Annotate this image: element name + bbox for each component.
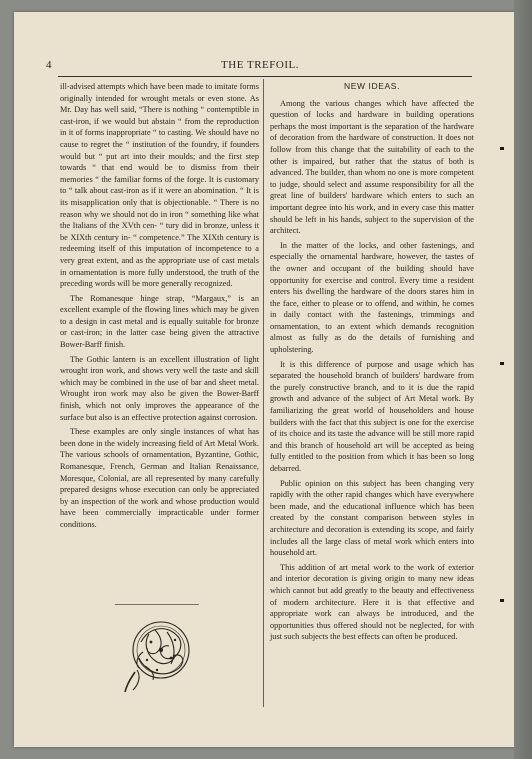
right-paragraph-3: It is this difference of purpose and usage which has separated the household branch of builders' hardware from the purely constructive branch, and to it is due the rapid growth and advance of the subject of Art Metal work. By familiarizing the great world of householders and house builders with the fact that this subject is one for the exercise of its choice and its taste the advance will be still more rapid and this branch of household art will be accepted as being fully entitled to the position from which it has been so long debarred. [270, 359, 474, 473]
ornament-illustration-icon [121, 612, 195, 696]
left-paragraph-4: These examples are only single instances of what has been done in the widely increasing field of Art Metal Work. The various schools of ornamentation, Byzantine, Gothic, Romanesque, French, German and Italian Renaissance, Moresque, Colonial, are all represented by many carefully prepared designs whose execution can only be appreciated by an inspection of the work and whose production would have been commercially impracticable under former conditions. [60, 427, 259, 529]
header-rule [58, 76, 472, 77]
left-paragraph-3: The Gothic lantern is an excellent illustration of light wrought iron work, and shows very well the taste and skill which may be combined in the use of bar and sheet metal. Wrought iron work may also be given the Bower-Barff finish, which not only improves the appearance of the surface but also is an effective protection against corrosion. [60, 354, 259, 422]
section-end-rule [115, 604, 199, 605]
left-paragraph-1: ill-advised attempts which have been made to imitate forms originally intended for wrought metals or even stone. As Mr. Day has well said, “There is nothing “ contemptible in cast-iron, if we would but abstain “ from the reproduction in it of forms inappropriate “ to casting. We should have no cause to regret the “ institution of the foundry, if founders would but “ put art into their moulds; and the first step towards “ that end would be to dismiss from their memories “ the familiar forms of the forge. It is customary to “ talk about cast-iron as if it were an abomination. “ It is its misapplication only that is objectionable. “ There is no reason why we should not do in iron “ something like what the Italians of the XVth cen- “ tury did in bronze, unless it be XIXth century in- “ competence.” The XIXth century is redeeming itself of this imputation of incompetence to a very great extent, and as the appropriate use of cast metals in ornamentation is more fully understood, the truth of the preceding words will be more generally recognized. [60, 82, 259, 289]
margin-mark [500, 599, 504, 602]
page-number: 4 [46, 59, 52, 71]
column-divider [263, 79, 264, 707]
right-paragraph-5: This addition of art metal work to the work of exterior and interior decoration is giving origin to many new ideas which cannot but add greatly to the beauty and effectiveness of modern architecture. Here it is that effective and appropriate work can always be introduced, and the opportunities thus offered should not be neglected, for with just such subjects the best effects can often be produced. [270, 562, 474, 642]
right-paragraph-1: Among the various changes which have affected the question of locks and hardware in building operations perhaps the most important is the separation of the hardware of decoration from the hardware of construction. It does not follow from this change that the suitability of each to the other is impaired, but rather that the status of both is advanced. The builder, than whom no one is more competent to judge, should select and assume responsibility for all the great line of builders' hardware which enters to such an important degree into his work, and in every case this matter should be left in his hands, subject to the supervision of the architect. [270, 98, 474, 236]
next-page-edge [514, 0, 532, 759]
section-heading: NEW IDEAS. [343, 81, 401, 91]
page-header [46, 59, 474, 73]
left-column [60, 81, 259, 534]
right-paragraph-4: Public opinion on this subject has been changing very rapidly with the other rapid changes which have everywhere been made, and the educational influence which has been created by the constant comparison between styles in architecture and decoration is extending its scope, and fairly includes all the large class of metal work which enters into household art. [270, 478, 474, 558]
left-paragraph-2: The Romanesque hinge strap, “Margaux,” is an excellent example of the flowing lines which may be given to a design in cast metal and is equally suitable for bronze or cast-iron; in the latter case being given the attractive Bower-Barff finish. [60, 293, 259, 350]
margin-mark [500, 362, 504, 365]
right-paragraph-2: In the matter of the locks, and other fastenings, and especially the ornamental hardware, however, the tastes of the owner and occupant of the building should have opportunity for exercise and control. Every time a resident enters his dwelling the hardware of the doors stares him in the face, either to please or to offend, and within, he comes in daily contact with the fastenings, trimmings and ornamentation, to an extent which demands recognition almost as fully as do the details of furnishing and upholstering. [270, 240, 474, 355]
margin-mark [500, 147, 504, 150]
running-title: THE TREFOIL. [221, 59, 299, 71]
right-column [270, 81, 474, 646]
